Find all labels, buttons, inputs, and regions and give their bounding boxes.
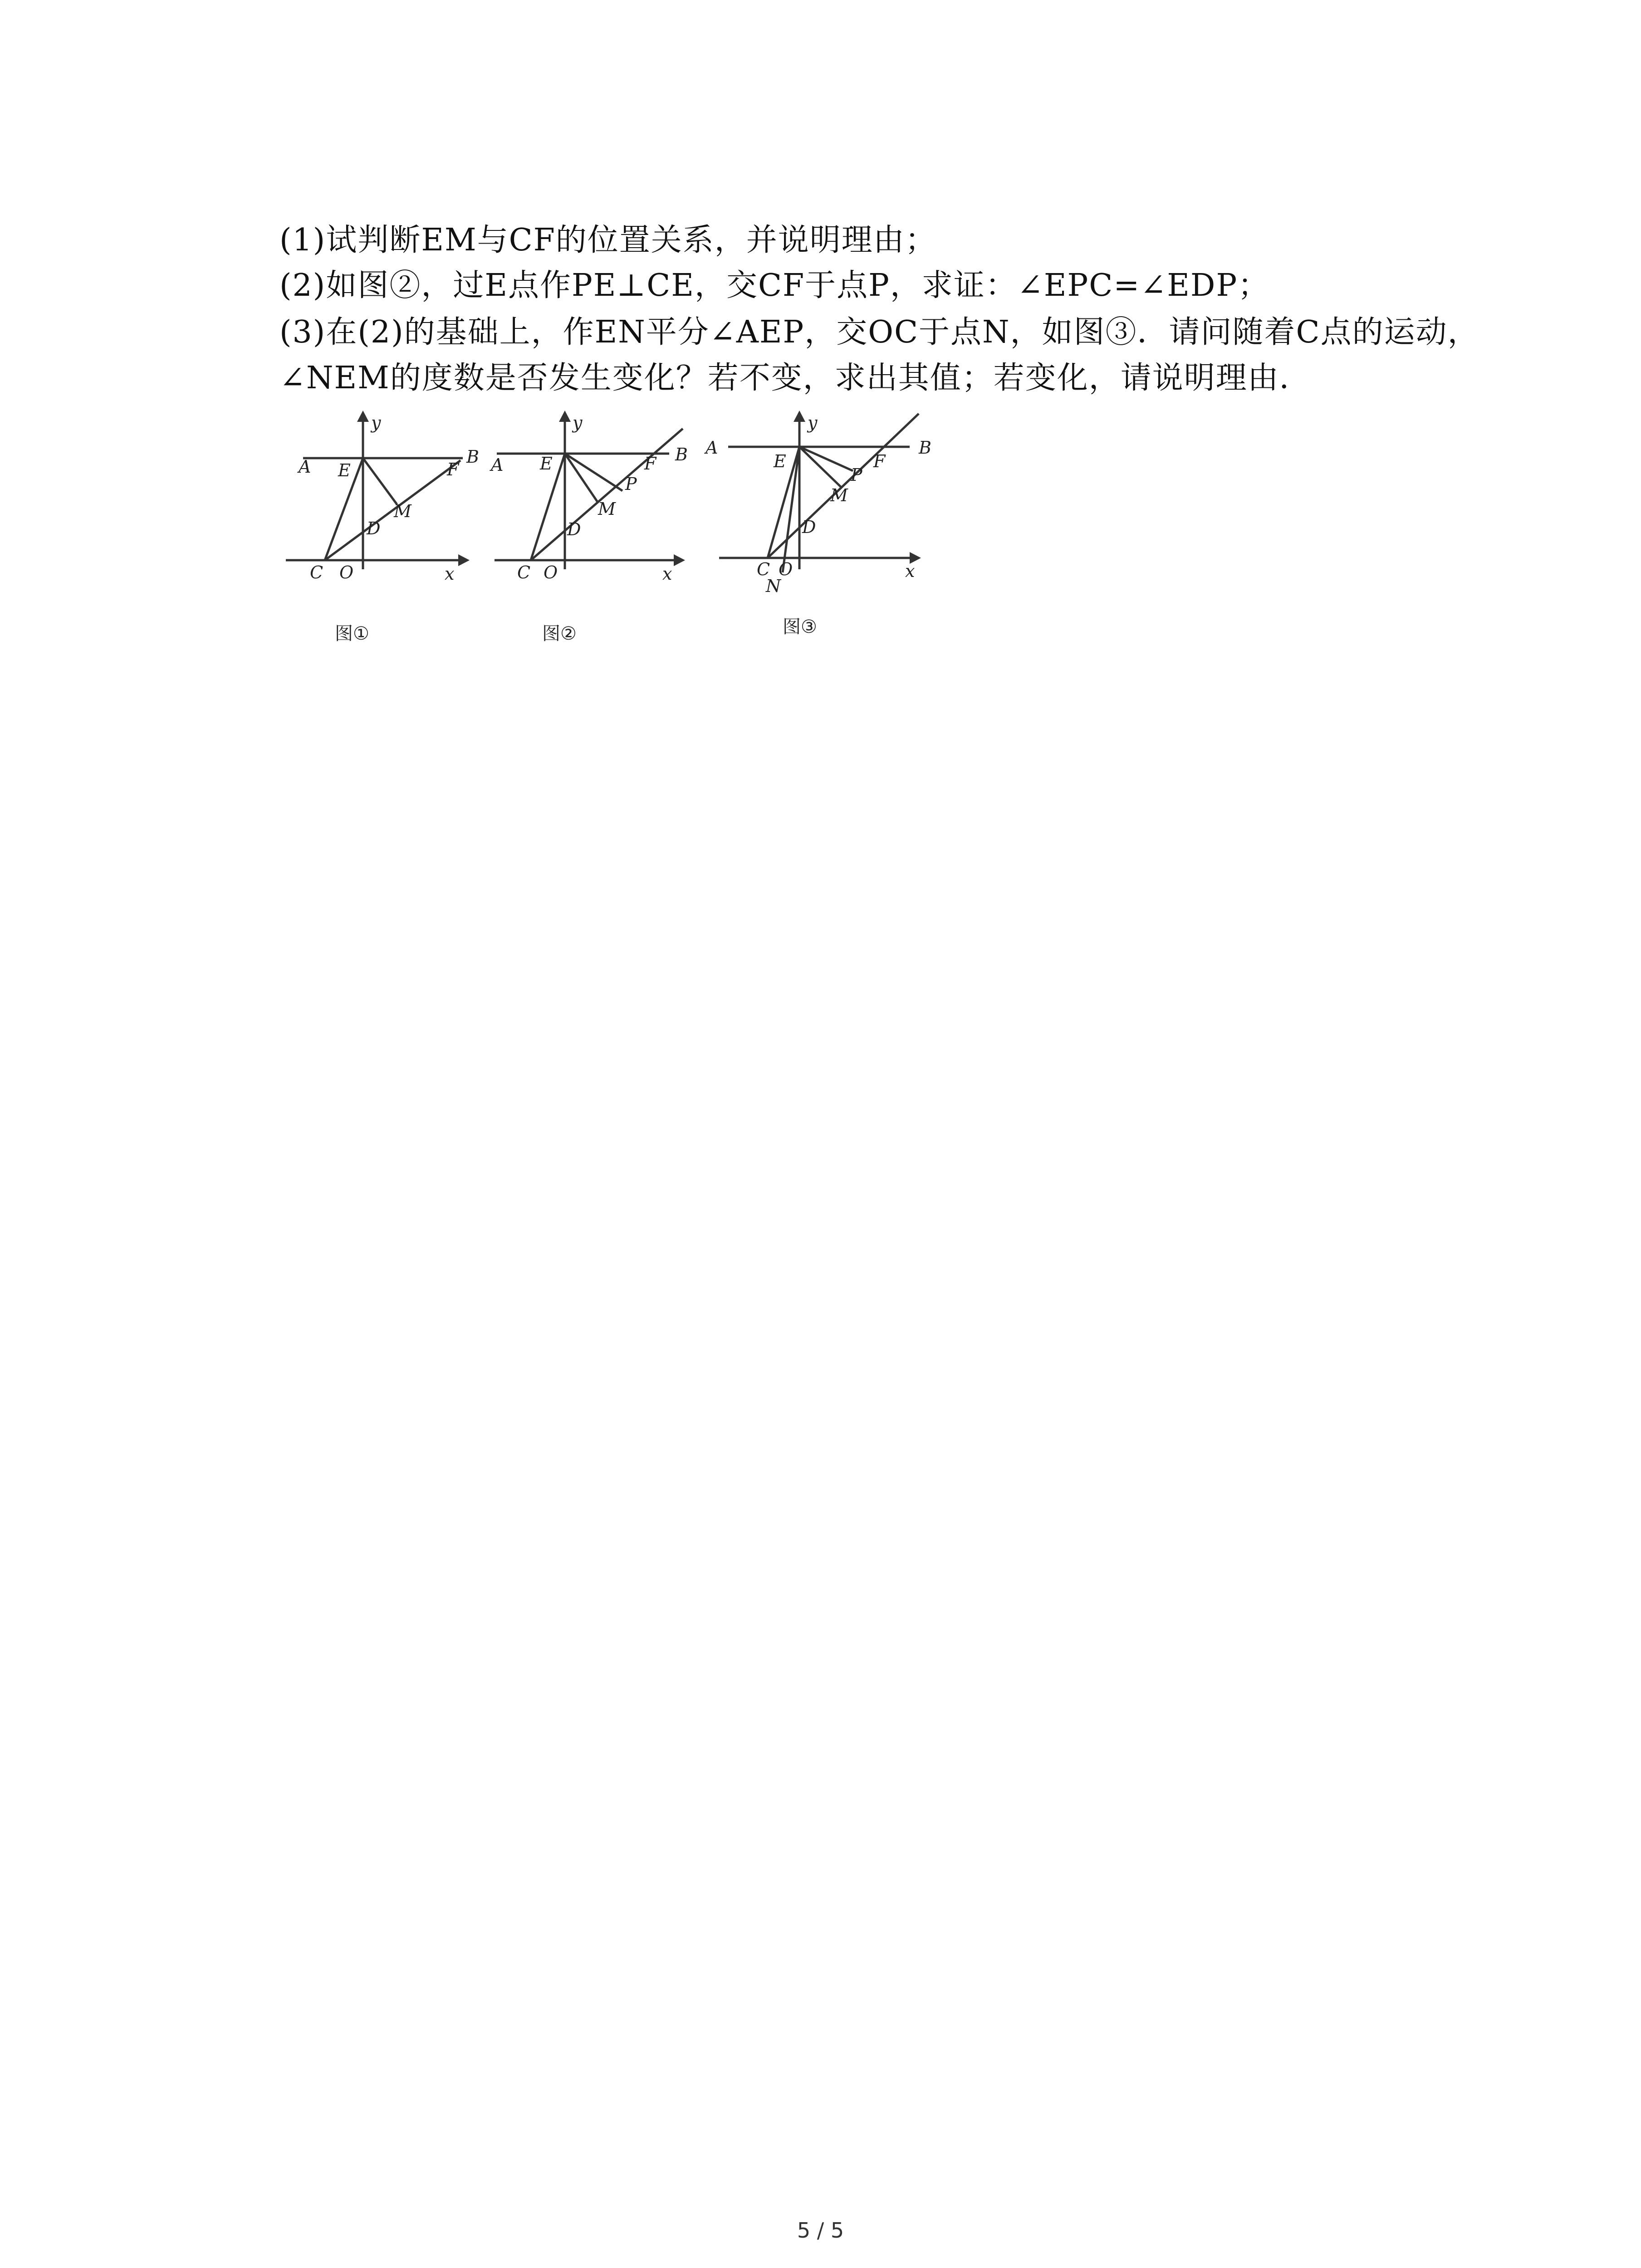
figure-1-x-arrow <box>458 554 470 566</box>
figure-2-label-o: O <box>544 562 558 582</box>
figure-1-line-em <box>363 458 397 504</box>
figure-3-label-d: D <box>802 517 816 537</box>
figure-2 <box>490 411 688 644</box>
figure-2-caption: 图② <box>542 623 577 644</box>
question-part-3-continued: ∠NEM的度数是否发生变化？若不变，求出其值；若变化，请说明理由． <box>279 360 1311 396</box>
figure-3-label-e: E <box>774 451 786 471</box>
page-number: 5 / 5 <box>797 2218 844 2243</box>
figure-3-label-p: P <box>851 465 862 485</box>
figure-3-label-b: B <box>919 438 931 458</box>
figure-1-label-f: F <box>447 459 459 479</box>
figure-2-label-d: D <box>567 519 581 539</box>
figure-1-label-e: E <box>338 460 351 480</box>
figure-1-label-a: A <box>299 457 311 477</box>
figure-1-label-c: C <box>310 562 323 582</box>
figure-2-x-arrow <box>674 554 685 566</box>
figure-3-label-m: M <box>830 485 848 505</box>
figure-3-label-y: y <box>808 413 818 433</box>
figure-2-label-f: F <box>644 454 656 474</box>
figure-2-label-m: M <box>598 499 616 519</box>
figure-1 <box>286 411 479 644</box>
figure-3-label-n: N <box>766 576 781 596</box>
figure-3-label-x: x <box>905 561 915 581</box>
figure-1-y-arrow <box>357 411 369 422</box>
figure-2-line-em <box>565 454 598 503</box>
question-part-3: (3)在(2)的基础上，作EN平分∠AEP，交OC于点N，如图③．请问随着C点的运动， <box>279 314 1479 350</box>
figure-1-caption: 图① <box>335 623 369 644</box>
figure-3-label-o: O <box>779 559 793 579</box>
figure-3 <box>704 411 931 637</box>
figure-2-label-x: x <box>662 564 672 584</box>
figure-2-label-e: E <box>540 454 553 474</box>
figure-1-label-d: D <box>367 518 381 538</box>
figure-1-label-x: x <box>445 564 455 584</box>
figure-3-line-ep <box>799 447 853 471</box>
figure-1-label-b: B <box>466 447 479 467</box>
figure-2-line-cf <box>531 429 683 560</box>
figure-3-caption: 图③ <box>783 616 817 637</box>
figure-2-label-p: P <box>625 474 637 494</box>
figure-3-line-em <box>799 447 842 488</box>
figure-2-label-a: A <box>491 455 504 475</box>
figure-2-label-c: C <box>517 562 531 582</box>
question-part-1: (1)试判断EM与CF的位置关系，并说明理由； <box>279 222 937 258</box>
figure-2-label-y: y <box>573 413 583 433</box>
figure-2-y-arrow <box>559 411 571 422</box>
figure-3-label-c: C <box>757 559 770 579</box>
question-part-2: (2)如图②，过E点作PE⊥CE，交CF于点P，求证：∠EPC=∠EDP； <box>279 268 1270 303</box>
figure-1-label-y: y <box>371 413 381 433</box>
figure-1-label-m: M <box>394 501 411 521</box>
figure-3-label-a: A <box>705 438 718 458</box>
figure-2-label-b: B <box>675 445 688 464</box>
figure-2-line-ep <box>565 454 622 491</box>
figure-3-label-f: F <box>873 451 886 471</box>
figure-3-y-arrow <box>794 411 805 422</box>
figure-1-label-o: O <box>339 562 354 582</box>
